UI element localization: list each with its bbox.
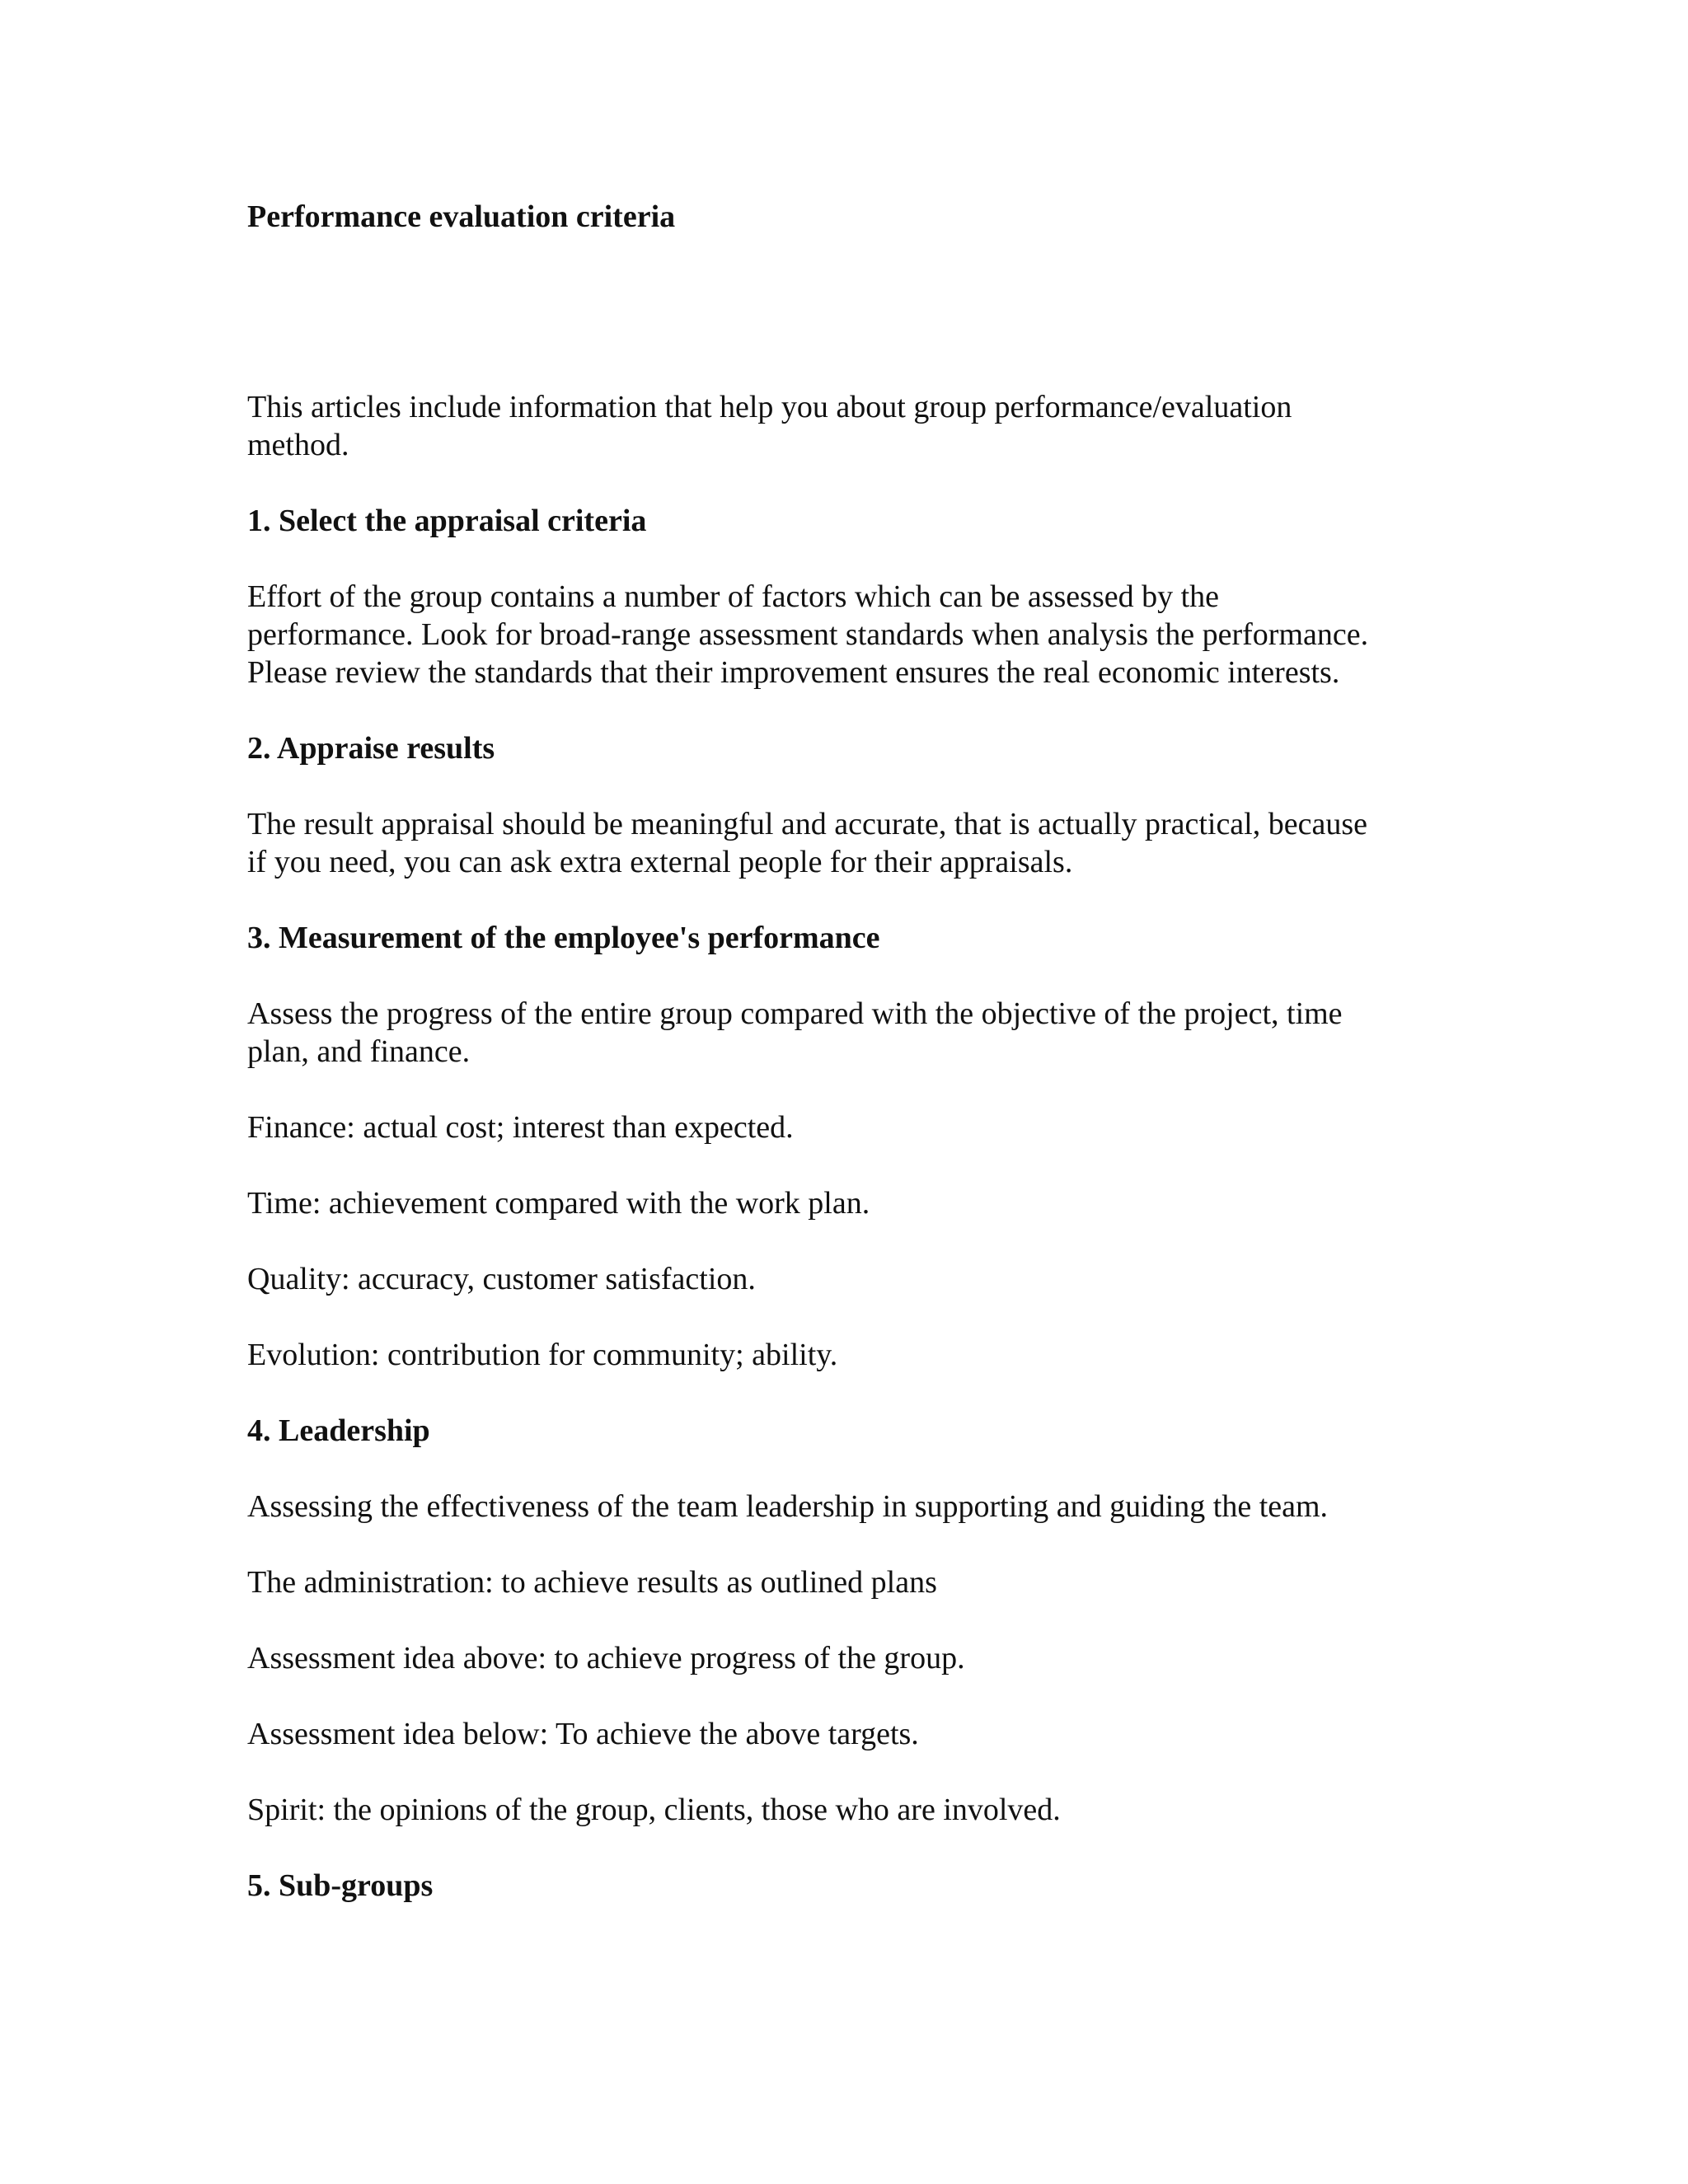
section-4-paragraph: Assessing the effectiveness of the team leadership in supporting and guiding the team. (247, 1489, 1329, 1524)
section-2-line: if you need, you can ask extra external people for their appraisals. (247, 845, 1073, 879)
section-2-paragraph (247, 805, 1451, 881)
section-4-item-administration: The administration: to achieve results as outlined plans (247, 1565, 937, 1600)
section-4-item-spirit: Spirit: the opinions of the group, clients, those who are involved. (247, 1793, 1061, 1827)
section-1-line: Please review the standards that their improvement ensures the real economic interests. (247, 655, 1340, 690)
section-1-paragraph (247, 578, 1451, 691)
intro-paragraph (247, 388, 1451, 464)
section-3-paragraph (247, 995, 1451, 1071)
section-5-heading: 5. Sub-groups (247, 1868, 434, 1903)
section-3-item-time: Time: achievement compared with the work plan. (247, 1186, 870, 1221)
section-3-heading: 3. Measurement of the employee's performance (247, 921, 880, 955)
section-2-line: The result appraisal should be meaningful and accurate, that is actually practical, because (247, 807, 1367, 841)
section-2-heading: 2. Appraise results (247, 731, 495, 766)
section-3-item-finance: Finance: actual cost; interest than expected. (247, 1110, 794, 1145)
section-3-line: plan, and finance. (247, 1034, 471, 1069)
section-1-heading: 1. Select the appraisal criteria (247, 504, 647, 538)
section-4-heading: 4. Leadership (247, 1413, 430, 1448)
section-3-line: Assess the progress of the entire group compared with the objective of the project, time (247, 996, 1343, 1031)
document-body (247, 388, 1451, 1943)
intro-line: This articles include information that help you about group performance/evaluation (247, 390, 1292, 424)
section-4-item-idea-above: Assessment idea above: to achieve progress of the group. (247, 1641, 965, 1675)
section-3-item-evolution: Evolution: contribution for community; ability. (247, 1338, 838, 1372)
intro-line: method. (247, 428, 349, 462)
section-1-line: Effort of the group contains a number of factors which can be assessed by the (247, 579, 1220, 614)
section-1-line: performance. Look for broad-range assessment standards when analysis the performance. (247, 617, 1369, 652)
section-3-item-quality: Quality: accuracy, customer satisfaction. (247, 1262, 756, 1296)
page-title: Performance evaluation criteria (247, 199, 676, 234)
section-4-item-idea-below: Assessment idea below: To achieve the above targets. (247, 1717, 919, 1751)
